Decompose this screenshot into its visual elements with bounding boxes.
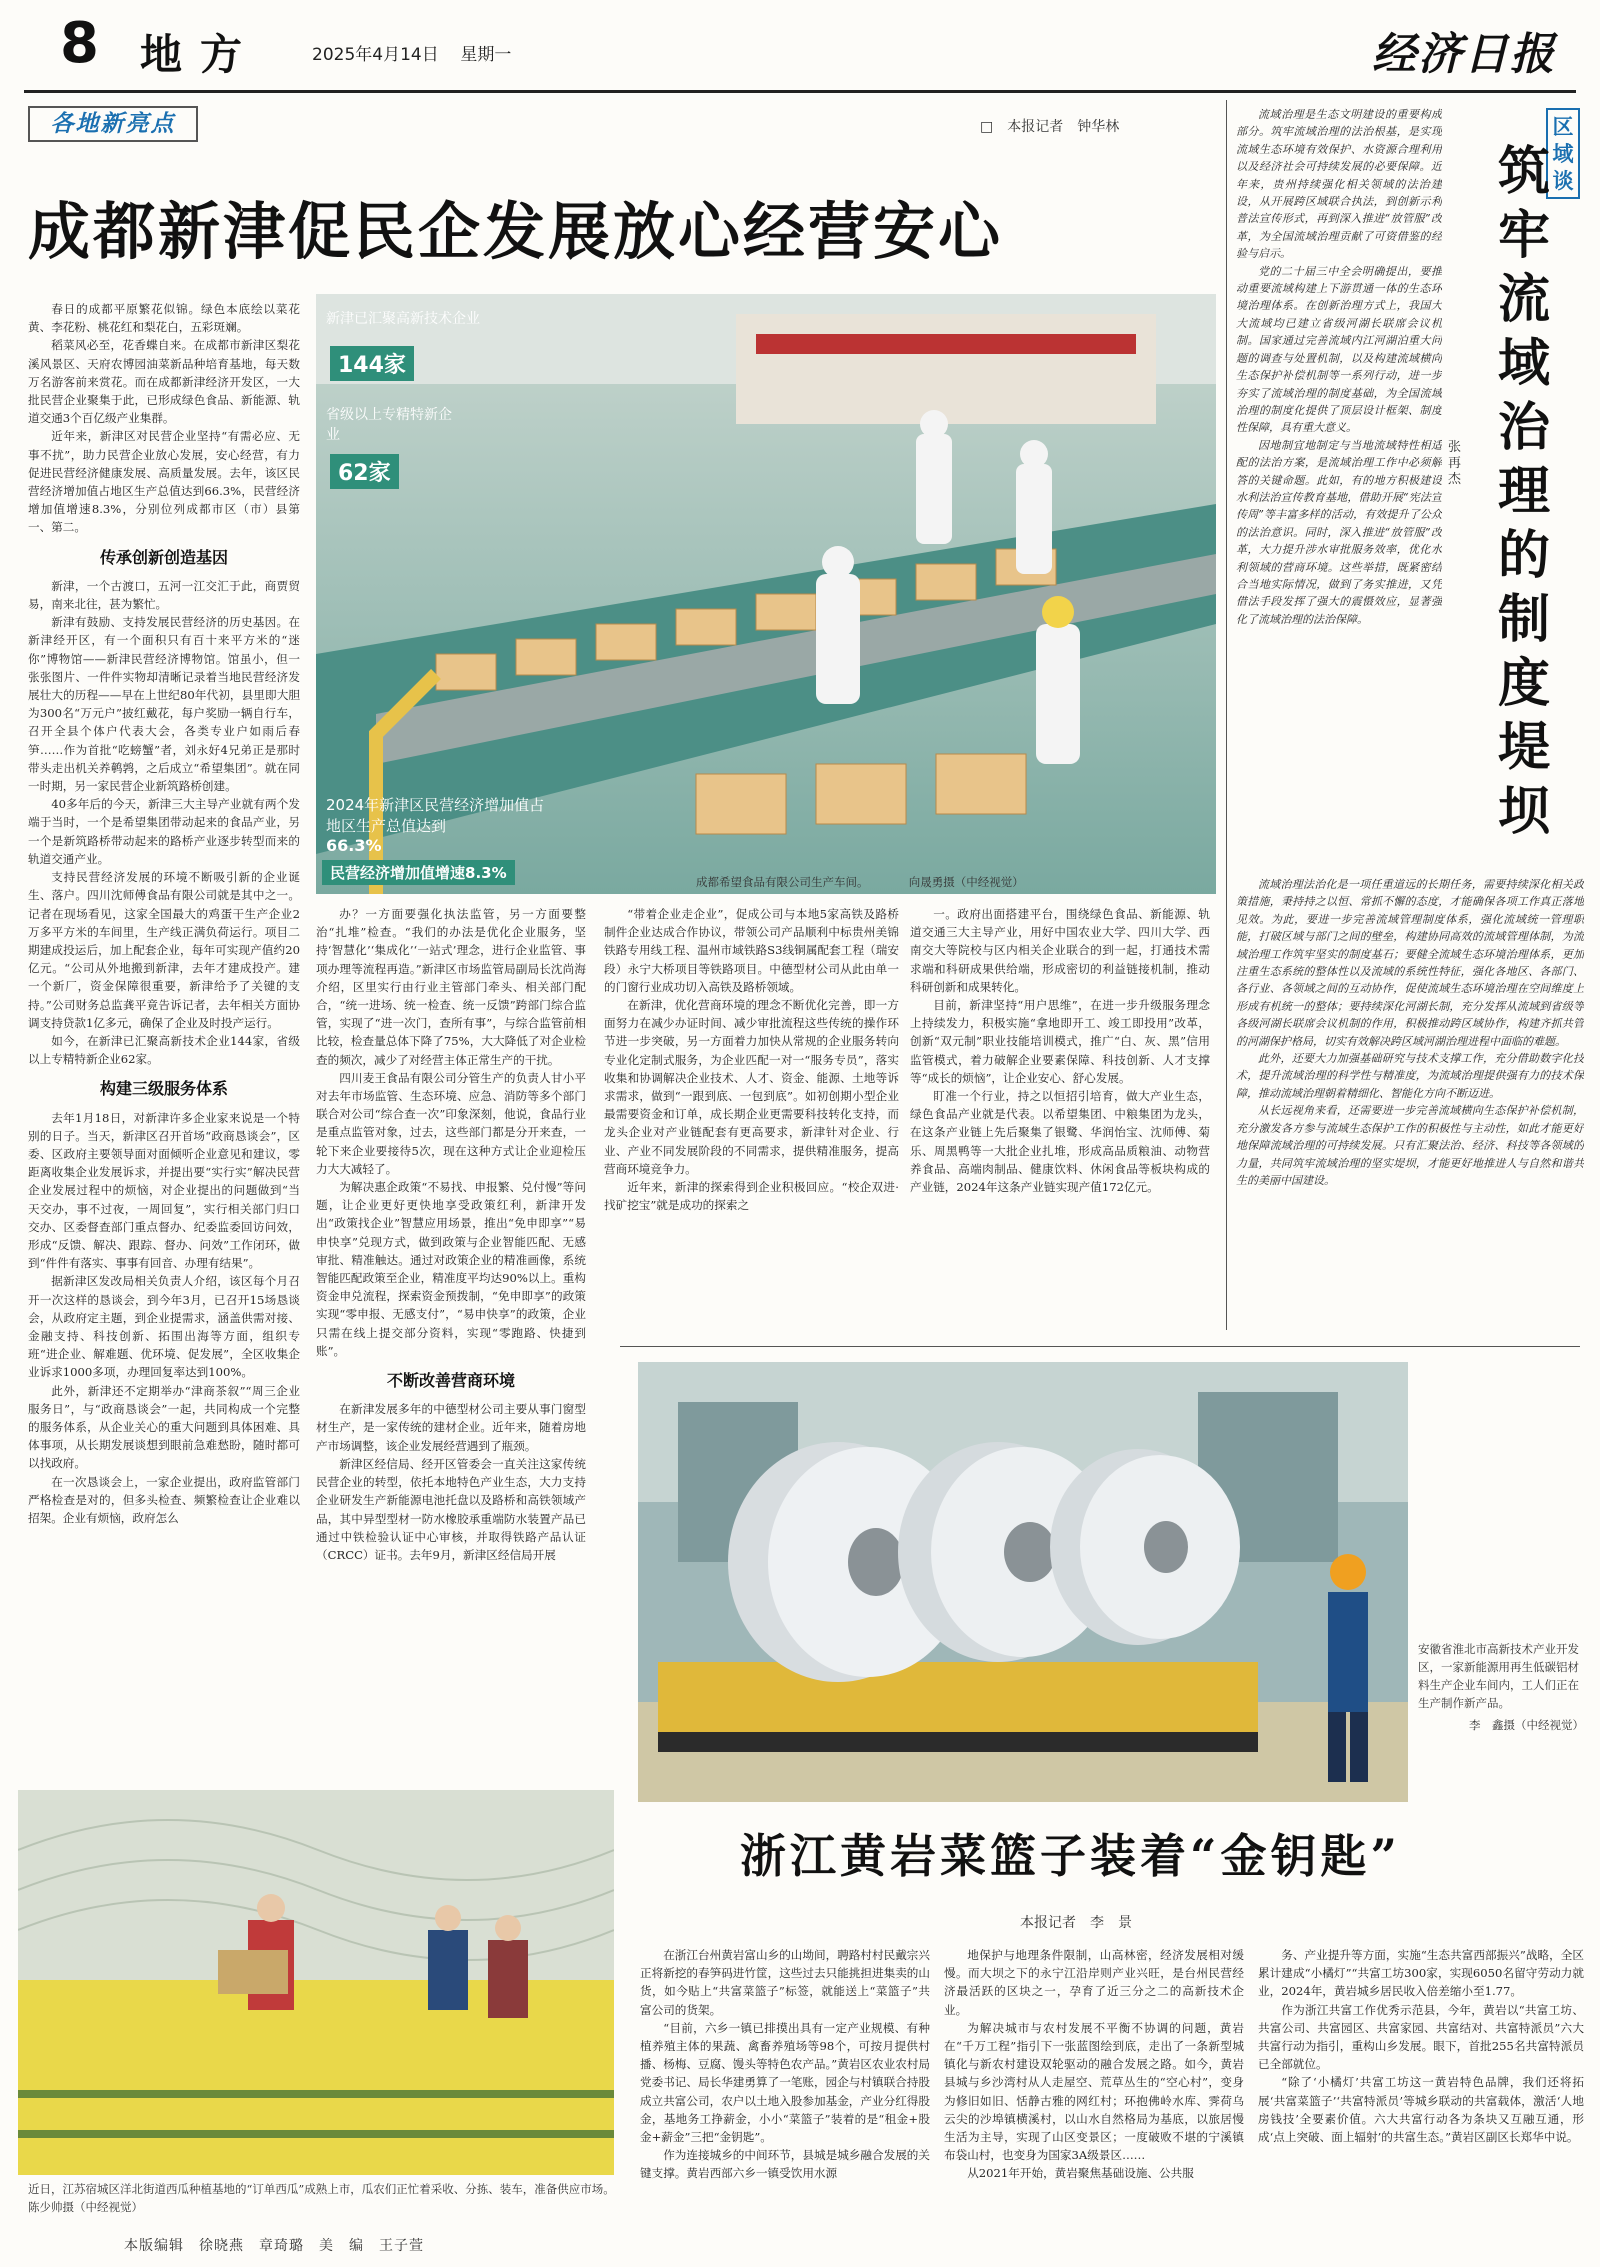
- field-photo-credit: 陈少帅摄（中经视觉）: [28, 2200, 143, 2214]
- page-footer-editors: 本版编辑 徐晓燕 章琦璐 美 编 王子萱: [124, 2238, 424, 2254]
- story1-byline: □ 本报记者 钟华林: [980, 119, 1120, 135]
- story1-column-2: 办？一方面要强化执法监管，另一方面要整治“扎堆”检查。“我们的办法是优化企业服务，坚持‘智慧化’‘集成化’‘一站式’理念，进行企业监管、事项办理等流程再造。”新津区市场监管局副局长沈尚海介绍，区里实行由行业主管部门牵头、相关部门配合，“统一进场、统一检查、统一反馈”跨部门综合监管，实现了“进一次门，查所有事”，与综合监管前相比较，检查量总体下降了75%，大大降低了对企业检查的频次，减少了对经营主体正常生产的干扰。 四川麦王食品有限公司分管生产的负责人甘小平对去年市场监管、生态环境、应急、消防等多个部门联合对公司“综合查一次”印象深刻，他说，食品行业是重点监管对象，过去，这些部门都是分开来查，一轮下来企业要接待5次，现在这种方式让企业迎检压力大大减轻了。 为解决惠企政策“不易找、申报繁、兑付慢”等问题，让企业更好更快地享受政策红利，新津开发出“政策找企业”智慧应用场景，推出“免申即享”“易申快享”兑现方式，做到政策与企业智能匹配、无感审批、精准触达。通过对政策企业的精准画像，系统智能匹配政策至企业，精准度平均达90%以上。重构资金申兑流程，探索资金预拨制，“免申即享”的政策实现“零申报、无感支付”，“易申快享”的政策，企业只需在线上提交部分资料，实现“零跑路、快捷到账”。 不断改善营商环境 在新津发展多年的中德型材公司主要从事门窗型材生产，是一家传统的建材企业。近年来，随着房地产市场调整，该企业发展经营遇到了瓶颈。 新津区经信局、经开区管委会一直关注这家传统民营企业的转型，依托本地特色产业生态，大力支持企业研发生产新能源电池托盘以及路桥和高铁领域产品，其中异型型材一防水橡胶承重端防水装置产品已通过中铁检验认证中心审核，并取得铁路产品认证（CRCC）证书。去年9月，新津区经信局开展: [316, 907, 586, 1562]
- section-name: 地方: [140, 30, 261, 79]
- editorial-column-lower: 流域治理法治化是一项任重道远的长期任务，需要持续深化相关政策措施，秉持持之以恒、常抓不懈的态度，才能确保各项工作真正落地见效。为此，要进一步完善流域管理制度体系，强化流域统一管理职能，打破区域与部门之间的壁垒，构建协同高效的流域管理体制，为流域治理工作筑牢坚实的制度基石；要健全流域生态环境治理体系，更加注重生态系统的整体性以及流域的系统性特征，强化各地区、各部门、各行业、各领域之间的互动协作，促使流域生态环境治理在空间维度上形成有机统一的整体；要持续深化河湖长制，充分发挥从流域到省级等各级河湖长联席会议机制的作用，积极推动跨区域协作，构建齐抓共管的河湖保护格局，切实有效解决跨区域河湖治理进程中面临的难题。 此外，还要大力加强基础研究与技术支撑工作，充分借助数字化技术，提升流域治理的科学性与精准度，为流域治理提供强有力的技术保障，推动流域治理朝着精细化、智能化方向不断迈进。 从长远视角来看，还需要进一步完善流域横向生态保护补偿机制，充分激发各方参与流域生态保护工作的积极性与主动性，如此才能更好地保障流域治理的可持续发展。只有汇聚法治、经济、科技等各领域的力量，共同筑牢流域治理的坚实堤坝，才能更好地推进人与自然和谐共生的美丽中国建设。: [1236, 878, 1584, 1187]
- story1-subhead-3: 不断改善营商环境: [386, 1371, 515, 1391]
- editorial-author: 张再杰: [1448, 440, 1462, 487]
- aluminum-photo: [638, 1362, 1408, 1802]
- story1-column-1: 春日的成都平原繁花似锦。绿色本底绘以菜花黄、李花粉、桃花红和梨花白，五彩斑斓。 稻菜风必至，花香蝶自来。在成都市新津区梨花溪风景区、天府农博园油菜新品种培育基地，每天数万名游客前来赏花。而在成都新津经济开发区，一大批民营企业聚集于此，已形成绿色食品、新能源、轨道交通3个百亿级产业集群。 近年来，新津区对民营企业坚持“有需必应、无事不扰”，助力民营企业放心发展，安心经营，有力促进民营经济健康发展、高质量发展。去年，该区民营经济增加值占地区生产总值达到66.3%，民营经济增加值增速8.3%，分别位列成都市区（市）县第一、第二。 传承创新创造基因 新津，一个古渡口，五河一江交汇于此，商贾贸易，南来北往，甚为繁忙。 新津有鼓励、支持发展民营经济的历史基因。在新津经开区，有一个面积只有百十来平方米的“迷你”博物馆——新津民营经济博物馆。馆虽小，但一张张图片、一件件实物却清晰记录着当地民营经济发展壮大的历程——早在上世纪80年代初，县里即大胆为300名“万元户”披红戴花，每户奖励一辆自行车，召开全县个体户代表大会，各类专业户如雨后春笋……作为首批“吃螃蟹”者，刘永好4兄弟正是那时带头走出机关养鹌鹑，之后成立“希望集团”。就在同一时期，另一家民营企业新筑路桥创建。 40多年后的今天，新津三大主导产业就有两个发端于当时，一个是希望集团带动起来的食品产业，另一个是新筑路桥带动起来的路桥产业逐步转型而来的轨道交通产业。 支持民营经济发展的环境不断吸引新的企业诞生、落户。四川沈师傅食品有限公司就是其中之一。记者在现场看见，这家全国最大的鸡蛋干生产企业2万多平方米的车间里，生产线正满负荷运行。项目二期建成投运后，加上配套企业，每年可实现产值约20亿元。“公司从外地搬到新津，去年才建成投产。建一个新厂，资金保障很重要，新津给予了关键的支持。”公司财务总监龚平竟告诉记者，去年相关方面协调支持贷款1亿多元，确保了企业及时投产运行。 如今，在新津已汇聚高新技术企业144家，省级以上专精特新企业62家。 构建三级服务体系 去年1月18日，对新津许多企业家来说是一个特别的日子。当天，新津区召开首场“政商恳谈会”，区委、区政府主要领导面对面倾听企业意见和建议，零距离收集企业发展诉求，并提出要“实行实”解决民营企业发展过程中的烦恼，对企业提出的问题做到“当天交办，事不过夜，一周回复”，实行相关部门归口交办、区委督查部门重点督办、纪委监委回访问效，形成“反馈、解决、跟踪、督办、问效”工作闭环，做到“件件有落实、事事有回音、办理有结果”。 据新津区发改局相关负责人介绍，该区每个月召开一次这样的恳谈会，到今年3月，已召开15场恳谈会，从政府定主题，到企业提需求，涵盖供需对接、金融支持、科技创新、拓围出海等方面，组织专班“进企业、解难题、优环境、促发展”，全区收集企业诉求1000多项，办理回复率达到100%。 此外，新津还不定期举办“津商茶叙”“周三企业服务日”，与“政商恳谈会”一起，共同构成一个完整的服务体系，从企业关心的重大问题到具体困难、具体事项，从长期发展谈想到眼前急难愁盼，随时都可以找政府。 在一次恳谈会上，一家企业提出，政府监管部门严格检查是对的，但多头检查、频繁检查让企业难以招架。企业有烦恼，政府怎么: [28, 302, 300, 1525]
- infographic-label-4: 民营经济增加值增速8.3%: [322, 860, 515, 885]
- date: 2025年4月14日: [312, 45, 439, 65]
- story1-subhead-2: 构建三级服务体系: [99, 1079, 228, 1099]
- factory-photo: [316, 294, 1216, 894]
- factory-photo-caption: 成都希望食品有限公司生产车间。 向晟勇摄（中经视觉）: [696, 875, 1024, 889]
- section-divider: [620, 1346, 1580, 1347]
- masthead: 经济日报: [1372, 29, 1556, 80]
- story1-headline: 成都新津促民企发展放心经营安心: [28, 195, 1004, 268]
- weekday: 星期一: [460, 45, 512, 65]
- story2-headline: 浙江黄岩菜篮子装着“金钥匙”: [740, 1829, 1401, 1883]
- column-tag: 各地新亮点: [28, 106, 198, 142]
- story2-column-2: 地保护与地理条件限制，山高林密，经济发展相对缓慢。而大坝之下的永宁江沿岸则产业兴旺，是台州民营经济最活跃的区块之一，孕育了近三分之二的高新技术企业。 为解决城市与农村发展不平衡不协调的问题，黄岩在“千万工程”指引下一张蓝图绘到底，走出了一条新型城镇化与新农村建设双轮驱动的融合发展之路。如今，黄岩县城与乡沙湾村从人走屋空、荒草丛生的“空心村”，变身为修旧如旧、恬静古雅的网红村；环抱佛岭水库、霁荷乌云尖的沙埠镇横溪村，以山水自然格局为基底，以旅居慢生活为主导，实现了山区变景区；一度破败不堪的宁溪镇布袋山村，也变身为国家3A级景区…… 从2021年开始，黄岩聚焦基础设施、公共服: [944, 1948, 1244, 2181]
- field-photo: [18, 1790, 614, 2175]
- infographic-value-1: 144家: [330, 346, 414, 381]
- story2-column-1: 在浙江台州黄岩富山乡的山坳间，聘路村村民戴宗兴正将新挖的春笋码进竹筐，这些过去只能挑担进集卖的山货，如今贴上“共富菜篮子”标签，就能送上“菜篮子”共富公司的货架。 “目前，六乡一镇已排摸出具有一定产业规模、有种植养殖主体的果蔬、禽畜养殖场等98个，可按月提供村播、杨梅、豆腐、馒头等特色农产品。”黄岩区农业农村局党委书记、局长华建勇算了一笔账，园企与村镇联合持股成立共富公司，农户以土地入股参加基金，产业分红得股金，基地务工挣薪金，小小“菜篮子”装着的是“租金+股金+薪金”三把“金钥匙”。 作为连接城乡的中间环节，县城是城乡融合发展的关键支撑。黄岩西部六乡一镇受饮用水源: [640, 1948, 930, 2181]
- aluminum-image: [638, 1362, 1408, 1802]
- dateline: [312, 40, 511, 65]
- header-rule: [24, 90, 1576, 93]
- editorial-title: 筑牢流域治理的制度堤坝: [1497, 142, 1550, 842]
- story1-column-3: “带着企业走企业”，促成公司与本地5家高铁及路桥制件企业达成合作协议，带领公司产品顺利中标贵州美锦铁路专用线工程、温州市域铁路S3线铜属配套工程（瑞安段）永宁大桥项目等铁路项目。中德型材公司从此由单一的门窗行业成功切入高铁及路桥领域。 在新津，优化营商环境的理念不断优化完善，即一方面努力在减少办证时间、减少审批流程这些传统的操作环节进一步突破，另一方面着力加快从常规的企业服务转向专业化定制式服务，为企业匹配一对一“服务专员”，落实收集和协调解决企业技术、人才、资金、能源、土地等诉求需求，做到“一跟到底、一包到底”。如初创期小型企业最需要资金和订单，成长期企业更需要科技转化支持，而龙头企业对产业链配套有更高要求，新津针对企业、行业、产业不同发展阶段的不同需求，提供精准服务，提高营商环境竞争力。 近年来，新津的探索得到企业积极回应。“校企双进·找矿挖宝”就是成功的探索之: [604, 907, 899, 1213]
- column-divider: [1226, 100, 1227, 1330]
- story1-subhead-1: 传承创新创造基因: [99, 547, 228, 567]
- page-number: 8: [60, 11, 99, 76]
- infographic-label-2: 省级以上专精特新企业: [326, 407, 452, 443]
- editorial-column-upper: 流域治理是生态文明建设的重要构成部分。筑牢流域治理的法治根基，是实现流域生态环境有效保护、水资源合理利用以及经济社会可持续发展的必要保障。近年来，贵州持续强化相关领域的法治建设，从开展跨区域联合执法，到创新示利普法宣传形式，再到深入推进“放管服”改革，为全国流域治理贡献了可资借鉴的经验与启示。 党的二十届三中全会明确提出，要推动重要流域构建上下游贯通一体的生态环境治理体系。在创新治理方式上，我国大大流域均已建立省级河湖长联席会议机制。国家通过完善流域内江河湖泊重大问题的调查与处置机制，以及构建流域横向生态保护补偿机制等一系列行动，进一步夯实了流域治理的制度基础，为全国流域治理的制度化提供了顶层设计框架、制度性保障，具有重大意义。 因地制宜地制定与当地流域特性相适配的法治方案，是流域治理工作中必须解答的关键命题。此如，有的地方积极建设水利法治宣传教育基地，借助开展“宪法宣传周”等丰富多样的活动，有效提升了公众的法治意识。同时，深入推进“放管服”改革，大力提升涉水审批服务效率，优化水利领域的营商环境。这些举措，既紧密结合当地实际情况，做到了务实推进，又凭借法手段发挥了强大的震慑效应，显著强化了流域治理的法治保障。: [1236, 108, 1442, 626]
- region-tag: 区域谈: [1546, 108, 1580, 199]
- infographic-label-3: 2024年新津区民营经济增加值占地区生产总值达到: [326, 796, 545, 835]
- field-photo-caption: 近日，江苏宿城区洋北街道西瓜种植基地的“订单西瓜”成熟上市，瓜农们正忙着采收、分拣、装车，准备供应市场。 陈少帅摄（中经视觉）: [28, 2182, 610, 2214]
- infographic-value-3: 66.3%: [326, 836, 382, 855]
- aluminum-photo-credit: 李 鑫摄（中经视觉）: [1469, 1718, 1584, 1732]
- story1-column-4: 一。政府出面搭建平台，围绕绿色食品、新能源、轨道交通三大主导产业，用好中国农业大学、四川大学、西南交大等院校与区内相关企业联合的到一起，打通技术需求端和科研成果供给端，形成密切的利益链接机制，推动科研创新和成果转化。 目前，新津坚持“用户思维”，在进一步升级服务理念上持续发力，积极实施“拿地即开工、竣工即投用”改革，创新“双元制”职业技能培训模式，推广“白、灰、黑”信用监管模式，着力破解企业要素保障、科技创新、人才支撑等“成长的烦恼”，让企业安心、舒心发展。 盯准一个行业，持之以恒招引培育，做大产业生态，绿色食品产业就是代表。以希望集团、中粮集团为龙头，在这条产业链上先后聚集了银鹭、华润怡宝、沈师傅、菊乐、周黑鸭等一大批企业扎堆，形成高品质粮油、动物营养食品、高端肉制品、健康饮料、休闲食品等板块构成的产业链，2024年这条产业链实现产值172亿元。: [910, 907, 1210, 1195]
- story2-byline: 本报记者 李 景: [1020, 1915, 1132, 1931]
- infographic-label-1: 新津已汇聚高新技术企业: [326, 311, 480, 327]
- infographic-value-2: 62家: [330, 454, 399, 489]
- field-image: [18, 1790, 614, 2175]
- aluminum-photo-caption: 安徽省淮北市高新技术产业开发区，一家新能源用再生低碳铝材料生产企业车间内，工人们正在生产制作新产品。 李 鑫摄（中经视觉）: [1418, 1642, 1584, 1732]
- story2-column-3: 务、产业提升等方面，实施“生态共富西部振兴”战略，全区累计建成“小橘灯”“共富工坊300家，实现6050名留守劳动力就业，2024年，黄岩城乡居民收入倍差缩小至1.77。 作为浙江共富工作优秀示范县，今年，黄岩以“共富工坊、共富公司、共富园区、共富家园、共富结对、共富特派员”六大共富行动为指引，重构山乡发展。眼下，首批255名共富特派员已全部就位。 “除了‘小橘灯’共富工坊这一黄岩特色品牌，我们还将拓展‘共富菜篮子’‘共富特派员’等城乡联动的共富载体，激活‘人地房钱技’全要素价值。六大共富行动各为条块又互融互通，形成‘点上突破、面上辐射’的共富生态。”黄岩区副区长郑华中说。: [1258, 1948, 1584, 2145]
